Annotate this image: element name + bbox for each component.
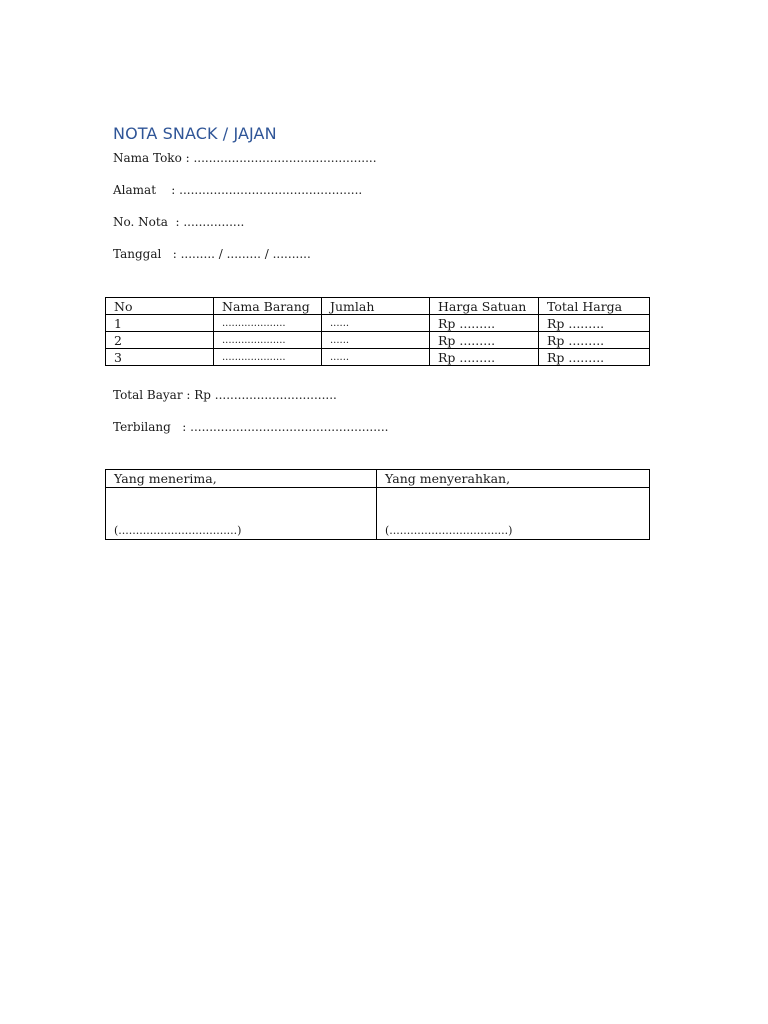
header-nama-barang: Nama Barang [214,298,322,315]
giver-label: Yang menyerahkan, [377,470,650,488]
table-row [106,332,650,349]
field-alamat: Alamat : ................................................ [113,183,363,197]
field-total-bayar: Total Bayar : Rp ................................ [113,388,337,402]
giver-signature-line: (..................................) [377,488,650,540]
items-table [105,297,650,366]
header-no: No [106,298,214,315]
field-tanggal: Tanggal : ......... / ......... / .......... [113,247,311,261]
cell-total-harga: Rp ......... [539,315,650,332]
cell-harga-satuan: Rp ......... [430,332,539,349]
cell-no: 3 [106,349,214,366]
page-title: NOTA SNACK / JAJAN [113,124,277,143]
cell-nama-barang: .................... [214,349,322,366]
cell-nama-barang: .................... [214,332,322,349]
cell-harga-satuan: Rp ......... [430,349,539,366]
cell-jumlah: ...... [322,332,430,349]
signature-table [105,469,650,540]
cell-no: 2 [106,332,214,349]
cell-nama-barang: .................... [214,315,322,332]
header-harga-satuan: Harga Satuan [430,298,539,315]
table-row [106,349,650,366]
items-table-header-row [106,298,650,315]
cell-total-harga: Rp ......... [539,332,650,349]
cell-jumlah: ...... [322,349,430,366]
cell-harga-satuan: Rp ......... [430,315,539,332]
field-nama-toko: Nama Toko : ................................................ [113,151,377,165]
cell-total-harga: Rp ......... [539,349,650,366]
field-terbilang: Terbilang : .................................................... [113,420,389,434]
field-no-nota: No. Nota : ................ [113,215,245,229]
header-total-harga: Total Harga [539,298,650,315]
cell-no: 1 [106,315,214,332]
receiver-signature-line: (..................................) [106,488,377,540]
receiver-label: Yang menerima, [106,470,377,488]
header-jumlah: Jumlah [322,298,430,315]
table-row [106,315,650,332]
cell-jumlah: ...... [322,315,430,332]
